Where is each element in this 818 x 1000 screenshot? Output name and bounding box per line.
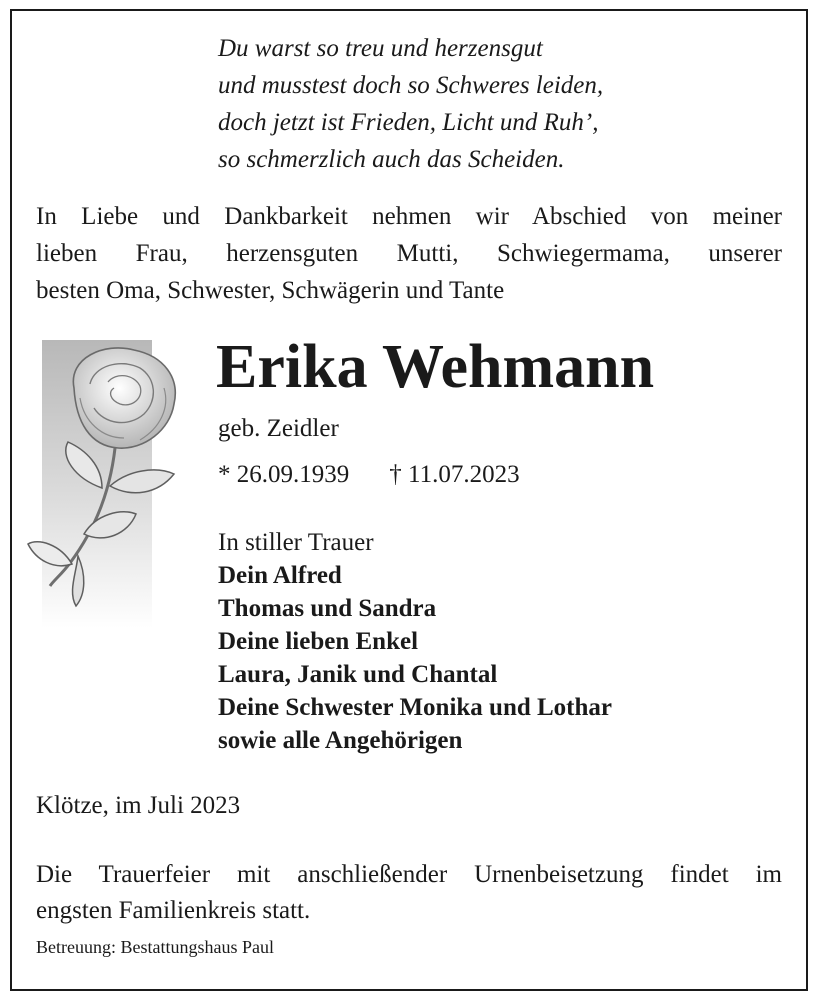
- intro-line: In Liebe und Dankbarkeit nehmen wir Abschied von meiner: [36, 203, 782, 230]
- funeral-home-credit: Betreuung: Bestattungshaus Paul: [36, 937, 274, 957]
- intro-line: lieben Frau, herzensguten Mutti, Schwiegermama, unserer: [36, 240, 782, 267]
- poem-line: und musstest doch so Schweres leiden,: [218, 72, 604, 99]
- mourner-name: Deine lieben Enkel: [218, 628, 419, 655]
- mourners-lead: In stiller Trauer: [218, 529, 374, 556]
- life-dates: [218, 458, 520, 492]
- funeral-notice: [36, 857, 782, 929]
- mourner-name: Thomas und Sandra: [218, 595, 437, 622]
- intro-text: [36, 198, 782, 309]
- poem: [218, 30, 603, 178]
- rose-icon: [24, 338, 194, 628]
- mourner-name: Dein Alfred: [218, 562, 342, 589]
- mourners-list: [218, 526, 612, 757]
- mourner-name: Laura, Janik und Chantal: [218, 661, 498, 688]
- poem-line: so schmerzlich auch das Scheiden.: [218, 146, 565, 173]
- mourner-name: Deine Schwester Monika und Lothar: [218, 694, 613, 721]
- maiden-name: geb. Zeidler: [218, 415, 339, 442]
- death-date: † 11.07.2023: [389, 461, 520, 488]
- poem-line: doch jetzt ist Frieden, Licht und Ruh’,: [218, 109, 599, 136]
- notice-line: engsten Familienkreis statt.: [36, 897, 311, 924]
- place-date: Klötze, im Juli 2023: [36, 792, 241, 819]
- deceased-name: Erika Wehmann: [216, 333, 655, 401]
- intro-line: besten Oma, Schwester, Schwägerin und Tante: [36, 277, 505, 304]
- poem-line: Du warst so treu und herzensgut: [218, 35, 543, 62]
- notice-line: Die Trauerfeier mit anschließender Urnenbeisetzung findet im: [36, 861, 782, 888]
- birth-date: * 26.09.1939: [218, 461, 350, 488]
- mourner-name: sowie alle Angehörigen: [218, 727, 463, 754]
